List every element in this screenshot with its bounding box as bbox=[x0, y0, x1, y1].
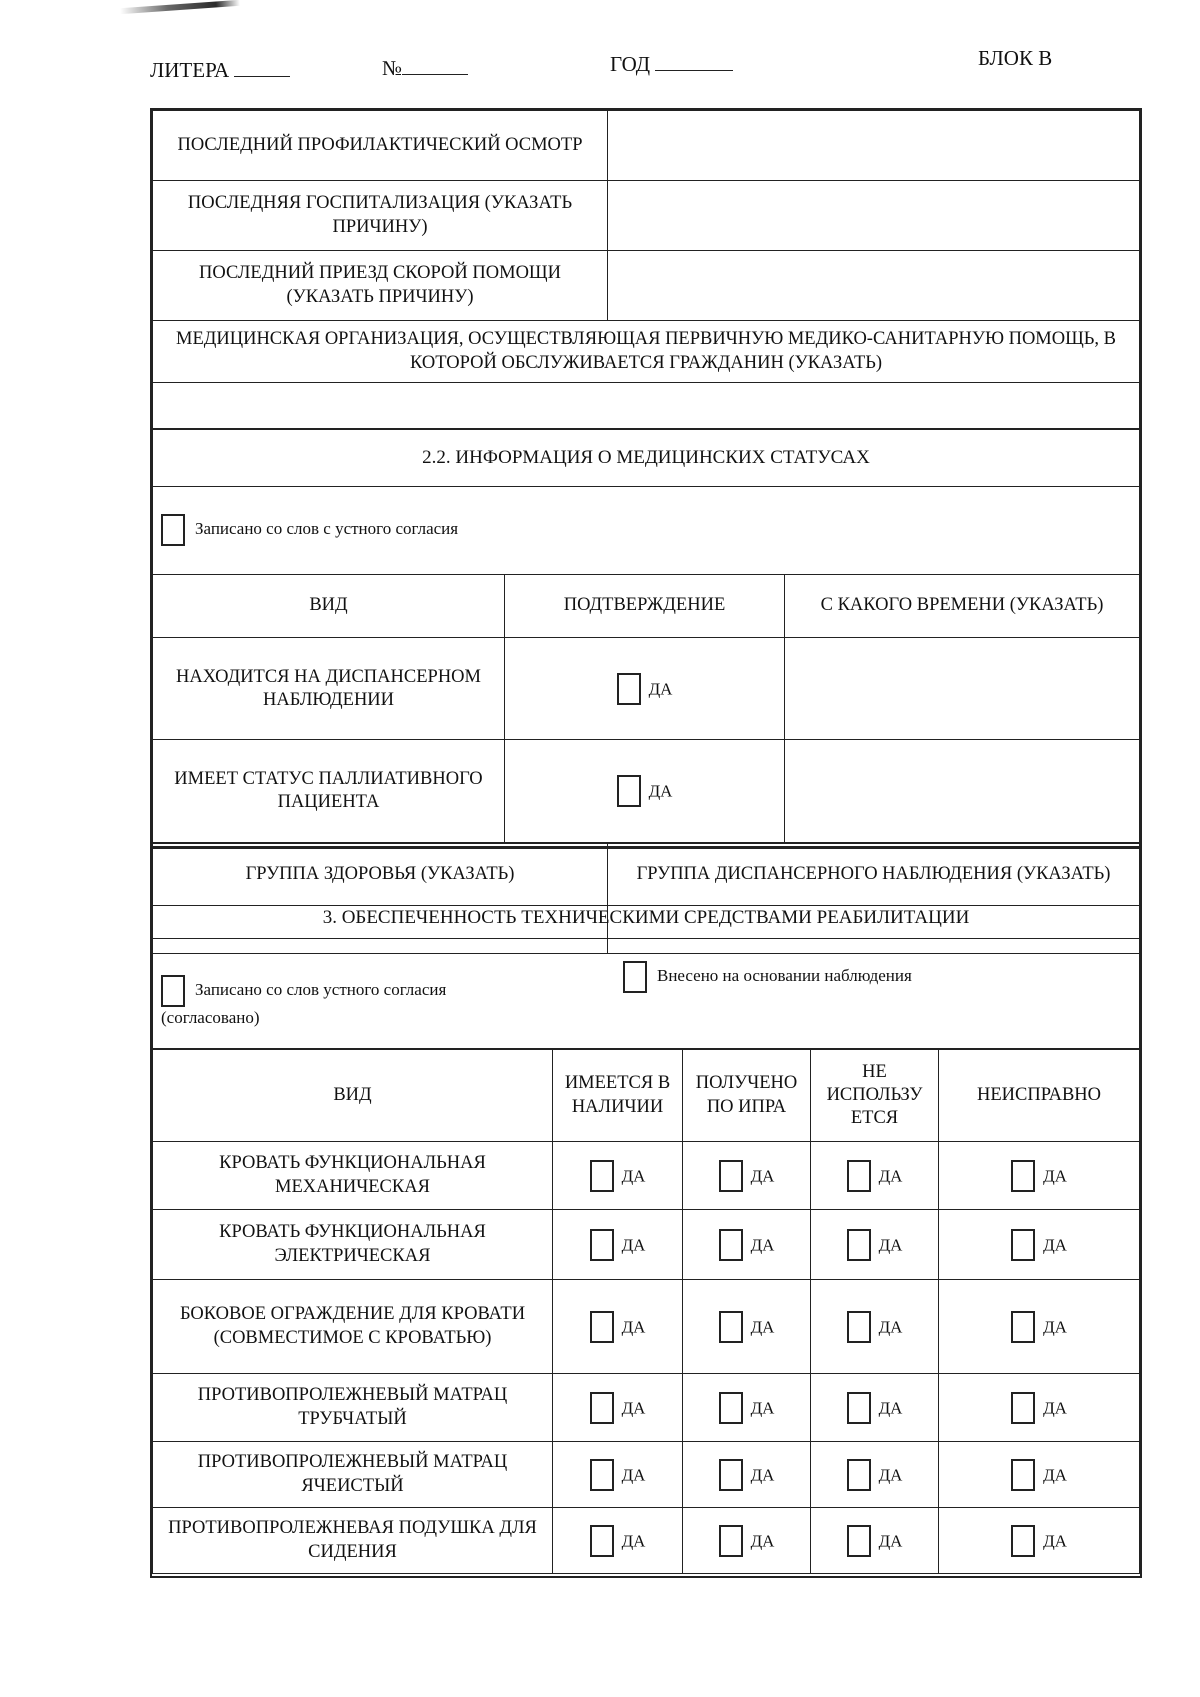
checkbox[interactable] bbox=[719, 1459, 743, 1491]
available-cell bbox=[553, 1442, 683, 1508]
dispensary-checkbox[interactable] bbox=[617, 673, 641, 705]
form-header bbox=[0, 40, 1200, 90]
consent-checkbox[interactable] bbox=[161, 975, 185, 1007]
checkbox[interactable] bbox=[719, 1392, 743, 1424]
number-blank[interactable] bbox=[402, 56, 468, 75]
table-row bbox=[153, 111, 1140, 181]
year-label: ГОД bbox=[610, 52, 651, 76]
table-row bbox=[153, 430, 1140, 487]
available-cell bbox=[553, 1280, 683, 1374]
checkbox[interactable] bbox=[1011, 1160, 1035, 1192]
checkbox[interactable] bbox=[847, 1160, 871, 1192]
dispensary-since-field[interactable] bbox=[785, 637, 1140, 739]
checkbox[interactable] bbox=[847, 1229, 871, 1261]
checkbox[interactable] bbox=[1011, 1525, 1035, 1557]
checkbox[interactable] bbox=[590, 1160, 614, 1192]
yes-label: ДА bbox=[621, 1165, 646, 1185]
checkbox[interactable] bbox=[590, 1311, 614, 1343]
column-header-since: С КАКОГО ВРЕМЕНИ (УКАЗАТЬ) bbox=[785, 574, 1140, 637]
yes-label: ДА bbox=[750, 1234, 775, 1254]
faulty-cell bbox=[939, 1442, 1140, 1508]
table-row bbox=[153, 1508, 1140, 1574]
section-3-title: 3. ОБЕСПЕЧЕННОСТЬ ТЕХНИЧЕСКИМИ СРЕДСТВАМИ РЕАБИЛИТАЦИИ bbox=[153, 849, 1140, 939]
consent-row bbox=[153, 487, 1140, 574]
yes-label: ДА bbox=[1043, 1464, 1067, 1484]
yes-label: ДА bbox=[621, 1316, 646, 1336]
available-cell bbox=[553, 1508, 683, 1574]
section-2-2-title: 2.2. ИНФОРМАЦИЯ О МЕДИЦИНСКИХ СТАТУСАХ bbox=[153, 430, 1140, 487]
palliative-checkbox[interactable] bbox=[617, 775, 641, 807]
available-cell bbox=[553, 1142, 683, 1210]
item-label: БОКОВОЕ ОГРАЖДЕНИЕ ДЛЯ КРОВАТИ (СОВМЕСТИМОЕ С КРОВАТЬЮ) bbox=[153, 1280, 553, 1374]
checkbox[interactable] bbox=[847, 1392, 871, 1424]
med-org-label: МЕДИЦИНСКАЯ ОРГАНИЗАЦИЯ, ОСУЩЕСТВЛЯЮЩАЯ ПЕРВИЧНУЮ МЕДИКО-САНИТАРНУЮ ПОМОЩЬ, В КОТОРОЙ ОБСЛУЖИВАЕТСЯ ГРАЖДАНИН (УКАЗАТЬ) bbox=[153, 321, 1140, 383]
column-header-type: ВИД bbox=[153, 574, 505, 637]
not-used-cell bbox=[811, 1210, 939, 1280]
checkbox[interactable] bbox=[847, 1311, 871, 1343]
number-field bbox=[382, 56, 468, 81]
year-field bbox=[610, 52, 733, 77]
observation-label: Внесено на основании наблюдения bbox=[657, 965, 912, 985]
column-header-confirmation: ПОДТВЕРЖДЕНИЕ bbox=[505, 574, 785, 637]
rehab-header-table bbox=[152, 848, 1140, 1049]
last-checkup-label: ПОСЛЕДНИЙ ПРОФИЛАКТИЧЕСКИЙ ОСМОТР bbox=[153, 111, 608, 181]
received-cell bbox=[683, 1442, 811, 1508]
health-group-label: ГРУППА ЗДОРОВЬЯ (УКАЗАТЬ) bbox=[153, 844, 608, 906]
yes-label: ДА bbox=[878, 1397, 903, 1417]
table-row bbox=[153, 637, 1140, 739]
received-cell bbox=[683, 1508, 811, 1574]
dispensary-confirm bbox=[505, 637, 785, 739]
yes-label: ДА bbox=[878, 1316, 903, 1336]
not-used-cell bbox=[811, 1280, 939, 1374]
consent-row bbox=[153, 939, 1140, 1049]
medical-status-table bbox=[152, 429, 1140, 843]
last-checkup-value[interactable] bbox=[608, 111, 1140, 181]
dispensary-label: НАХОДИТСЯ НА ДИСПАНСЕРНОМ НАБЛЮДЕНИИ bbox=[153, 637, 505, 739]
column-header-faulty: НЕИСПРАВНО bbox=[939, 1050, 1140, 1142]
not-used-cell bbox=[811, 1508, 939, 1574]
table-row bbox=[153, 487, 1140, 574]
faulty-cell bbox=[939, 1508, 1140, 1574]
table-row bbox=[153, 181, 1140, 251]
medical-status-form bbox=[150, 108, 1142, 884]
yes-label: ДА bbox=[1043, 1316, 1067, 1336]
table-row bbox=[153, 251, 1140, 321]
yes-label: ДА bbox=[750, 1464, 775, 1484]
available-cell bbox=[553, 1210, 683, 1280]
table-row bbox=[153, 939, 1140, 1049]
last-hospitalization-label: ПОСЛЕДНЯЯ ГОСПИТАЛИЗАЦИЯ (УКАЗАТЬ ПРИЧИНУ) bbox=[153, 181, 608, 251]
yes-label: ДА bbox=[750, 1165, 775, 1185]
checkbox[interactable] bbox=[1011, 1229, 1035, 1261]
palliative-since-field[interactable] bbox=[785, 740, 1140, 843]
yes-label: ДА bbox=[1043, 1397, 1067, 1417]
consent-label: Записано со слов с устного согласия bbox=[195, 519, 459, 539]
table-row bbox=[153, 1442, 1140, 1508]
table-header-row bbox=[153, 1050, 1140, 1142]
palliative-label: ИМЕЕТ СТАТУС ПАЛЛИАТИВНОГО ПАЦИЕНТА bbox=[153, 740, 505, 843]
table-row bbox=[153, 1210, 1140, 1280]
checkbox[interactable] bbox=[1011, 1311, 1035, 1343]
yes-label: ДА bbox=[1043, 1234, 1067, 1254]
item-label: ПРОТИВОПРОЛЕЖНЕВЫЙ МАТРАЦ ТРУБЧАТЫЙ bbox=[153, 1374, 553, 1442]
observation-checkbox[interactable] bbox=[623, 961, 647, 993]
table-row bbox=[153, 321, 1140, 383]
yes-label: ДА bbox=[878, 1530, 903, 1550]
general-info-table bbox=[152, 110, 1140, 429]
item-label: КРОВАТЬ ФУНКЦИОНАЛЬНАЯ ЭЛЕКТРИЧЕСКАЯ bbox=[153, 1210, 553, 1280]
received-cell bbox=[683, 1374, 811, 1442]
consent-block bbox=[161, 975, 446, 1028]
column-header-type: ВИД bbox=[153, 1050, 553, 1142]
yes-label: ДА bbox=[750, 1397, 775, 1417]
scan-artifact bbox=[120, 0, 240, 14]
checkbox[interactable] bbox=[590, 1392, 614, 1424]
faulty-cell bbox=[939, 1280, 1140, 1374]
consent-label: Записано со слов устного согласия bbox=[195, 979, 447, 999]
checkbox[interactable] bbox=[590, 1229, 614, 1261]
checkbox[interactable] bbox=[719, 1311, 743, 1343]
yes-label: ДА bbox=[750, 1316, 775, 1336]
table-row bbox=[153, 849, 1140, 939]
last-ambulance-value[interactable] bbox=[608, 251, 1140, 321]
checkbox[interactable] bbox=[590, 1525, 614, 1557]
yes-label: ДА bbox=[750, 1530, 775, 1550]
not-used-cell bbox=[811, 1374, 939, 1442]
yes-label: ДА bbox=[621, 1234, 646, 1254]
yes-label: ДА bbox=[648, 781, 673, 801]
not-used-cell bbox=[811, 1442, 939, 1508]
yes-label: ДА bbox=[878, 1234, 903, 1254]
yes-label: ДА bbox=[1043, 1530, 1067, 1550]
checkbox[interactable] bbox=[847, 1459, 871, 1491]
table-row bbox=[153, 1280, 1140, 1374]
consent-note: (согласовано) bbox=[161, 1008, 260, 1027]
item-label: ПРОТИВОПРОЛЕЖНЕВАЯ ПОДУШКА ДЛЯ СИДЕНИЯ bbox=[153, 1508, 553, 1574]
checkbox[interactable] bbox=[719, 1160, 743, 1192]
yes-label: ДА bbox=[1043, 1165, 1067, 1185]
litera-blank[interactable] bbox=[234, 58, 290, 77]
year-blank[interactable] bbox=[655, 52, 733, 71]
last-hospitalization-value[interactable] bbox=[608, 181, 1140, 251]
table-row bbox=[153, 1374, 1140, 1442]
rehab-means-form bbox=[150, 846, 1142, 1578]
column-header-received-ipra: ПОЛУЧЕНО ПО ИПРА bbox=[683, 1050, 811, 1142]
column-header-available: ИМЕЕТСЯ В НАЛИЧИИ bbox=[553, 1050, 683, 1142]
med-org-value[interactable] bbox=[153, 383, 1140, 429]
number-label: № bbox=[382, 56, 403, 80]
litera-field bbox=[150, 58, 290, 83]
checkbox[interactable] bbox=[590, 1459, 614, 1491]
observation-block bbox=[623, 961, 912, 993]
checkbox[interactable] bbox=[719, 1229, 743, 1261]
checkbox[interactable] bbox=[1011, 1459, 1035, 1491]
yes-label: ДА bbox=[648, 679, 673, 699]
checkbox[interactable] bbox=[1011, 1392, 1035, 1424]
faulty-cell bbox=[939, 1210, 1140, 1280]
block-label: БЛОК В bbox=[978, 46, 1053, 70]
last-ambulance-label: ПОСЛЕДНИЙ ПРИЕЗД СКОРОЙ ПОМОЩИ (УКАЗАТЬ ПРИЧИНУ) bbox=[153, 251, 608, 321]
column-header-not-used: НЕ ИСПОЛЬЗУ ЕТСЯ bbox=[811, 1050, 939, 1142]
table-header-row bbox=[153, 574, 1140, 637]
faulty-cell bbox=[939, 1142, 1140, 1210]
yes-label: ДА bbox=[878, 1165, 903, 1185]
available-cell bbox=[553, 1374, 683, 1442]
yes-label: ДА bbox=[621, 1397, 646, 1417]
yes-label: ДА bbox=[621, 1464, 646, 1484]
item-label: КРОВАТЬ ФУНКЦИОНАЛЬНАЯ МЕХАНИЧЕСКАЯ bbox=[153, 1142, 553, 1210]
item-label: ПРОТИВОПРОЛЕЖНЕВЫЙ МАТРАЦ ЯЧЕИСТЫЙ bbox=[153, 1442, 553, 1508]
table-row bbox=[153, 740, 1140, 843]
faulty-cell bbox=[939, 1374, 1140, 1442]
received-cell bbox=[683, 1210, 811, 1280]
litera-label: ЛИТЕРА bbox=[150, 58, 230, 82]
not-used-cell bbox=[811, 1142, 939, 1210]
palliative-confirm bbox=[505, 740, 785, 843]
rehab-items-table bbox=[152, 1049, 1140, 1574]
checkbox[interactable] bbox=[847, 1525, 871, 1557]
yes-label: ДА bbox=[621, 1530, 646, 1550]
consent-checkbox[interactable] bbox=[161, 514, 185, 546]
table-row bbox=[153, 1142, 1140, 1210]
received-cell bbox=[683, 1280, 811, 1374]
table-row bbox=[153, 383, 1140, 429]
dispensary-group-label: ГРУППА ДИСПАНСЕРНОГО НАБЛЮДЕНИЯ (УКАЗАТЬ) bbox=[608, 844, 1140, 906]
checkbox[interactable] bbox=[719, 1525, 743, 1557]
yes-label: ДА bbox=[878, 1464, 903, 1484]
received-cell bbox=[683, 1142, 811, 1210]
